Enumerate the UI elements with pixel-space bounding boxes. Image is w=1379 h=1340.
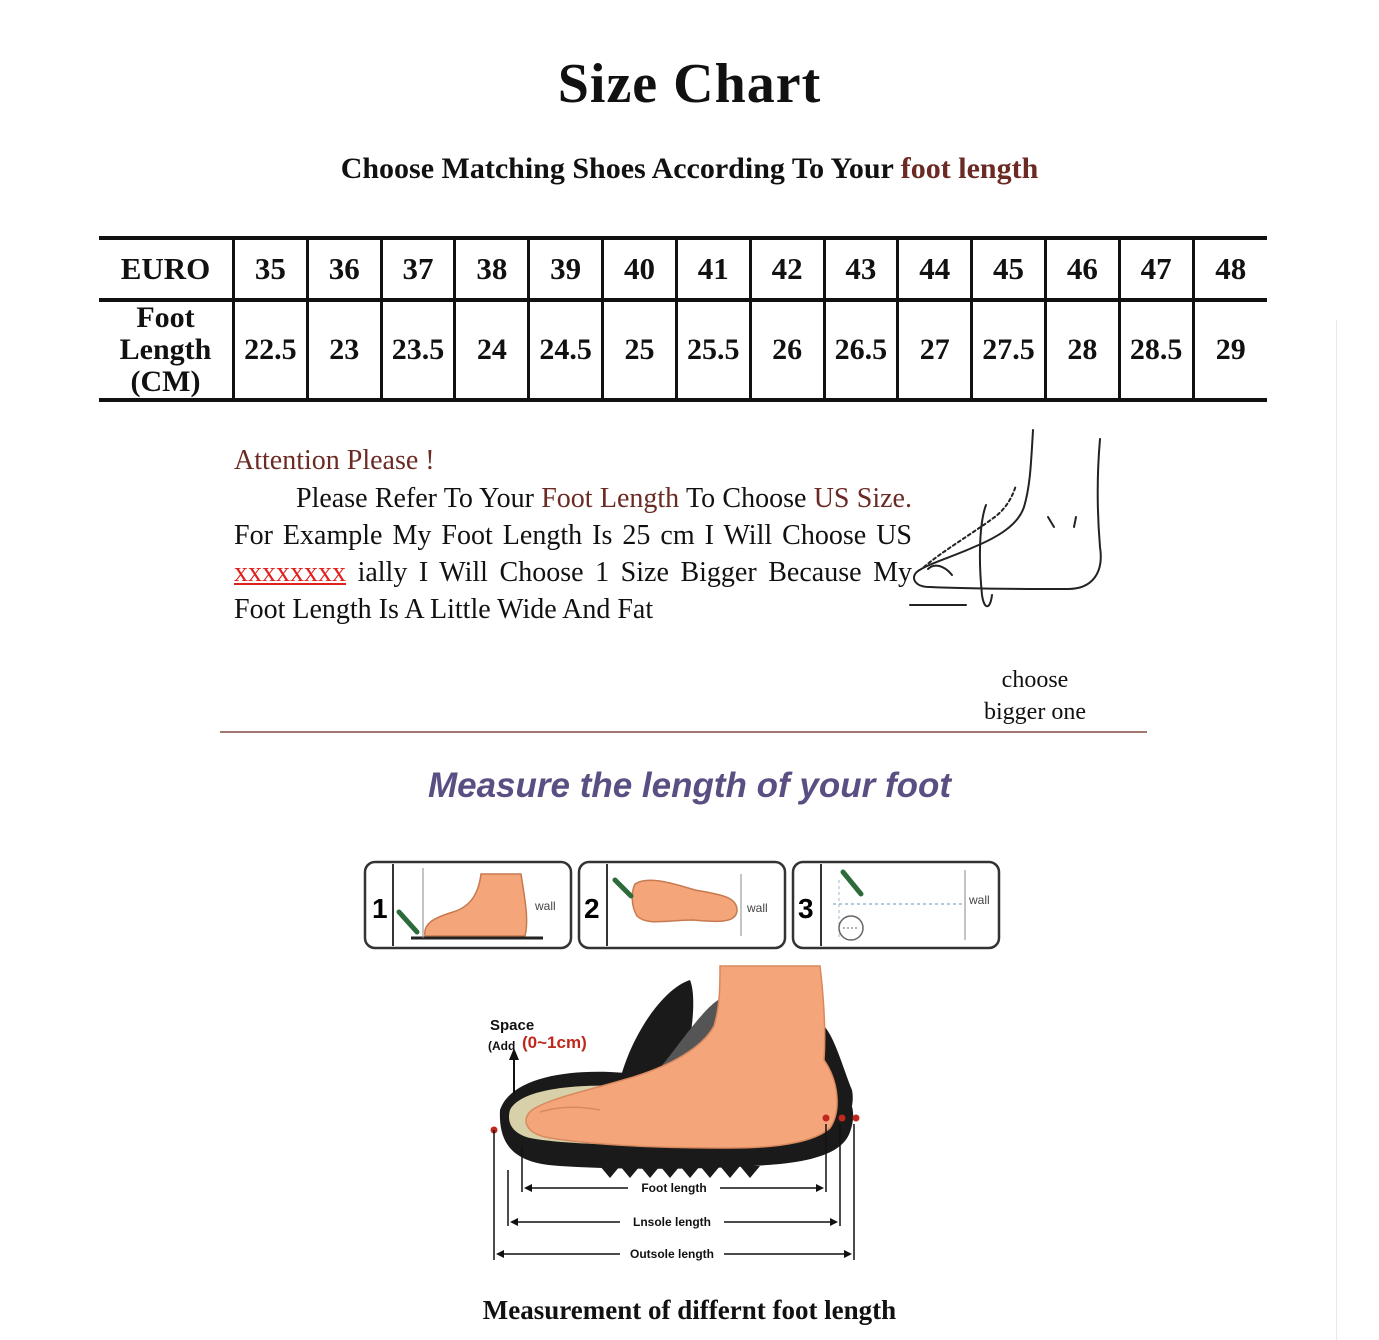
foot-length-cell: 27.5 xyxy=(972,300,1046,400)
measure-title: Measure the length of your foot xyxy=(427,766,952,805)
step-1-panel xyxy=(365,862,571,948)
size-table xyxy=(99,236,1267,402)
page-title: Size Chart xyxy=(557,53,822,115)
foot-length-cell: 23 xyxy=(307,300,381,400)
step-3-panel xyxy=(793,862,999,948)
foot-length-cell: 22.5 xyxy=(234,300,308,400)
euro-cell: 35 xyxy=(234,238,308,300)
foot-length-cell: 26 xyxy=(750,300,824,400)
foot-length-cell: 25 xyxy=(603,300,677,400)
notice-paragraph xyxy=(234,480,912,628)
wall-label: wall xyxy=(747,901,768,915)
step-number: 2 xyxy=(584,893,600,924)
step-number: 3 xyxy=(798,893,814,924)
euro-cell: 44 xyxy=(898,238,972,300)
euro-cell: 41 xyxy=(676,238,750,300)
insole-length-label: Lnsole length xyxy=(633,1215,711,1229)
euro-cell: 39 xyxy=(529,238,603,300)
notice-redacted-size: xxxxxxxx xyxy=(234,557,346,588)
notice-text: Please Refer To Your xyxy=(296,483,542,514)
edge-line xyxy=(1336,320,1337,1340)
foot-length-row xyxy=(99,300,1267,400)
choose-note xyxy=(960,664,1110,728)
foot-length-header-line: (CM) xyxy=(130,365,201,398)
choose-note-line: choose xyxy=(1001,667,1069,693)
foot-length-cell: 25.5 xyxy=(676,300,750,400)
notice-text: To Choose xyxy=(679,483,814,514)
measurement-steps xyxy=(363,860,1003,954)
notice-text: For Example My Foot Length Is 25 cm I Will Choose US xyxy=(234,520,912,551)
euro-cell: 37 xyxy=(381,238,455,300)
attention-heading: Attention Please ! xyxy=(234,445,435,476)
foot-length-cell: 28.5 xyxy=(1119,300,1193,400)
foot-length-cell: 24.5 xyxy=(529,300,603,400)
foot-length-cell: 24 xyxy=(455,300,529,400)
foot-sketch-icon xyxy=(900,425,1120,615)
choose-note-line: bigger one xyxy=(984,699,1086,725)
foot-length-header-line: Length xyxy=(119,333,212,366)
euro-cell: 47 xyxy=(1119,238,1193,300)
outsole-length-label: Outsole length xyxy=(630,1247,714,1261)
diagram-caption: Measurement of differnt foot length xyxy=(482,1295,897,1325)
space-add-prefix: (Add xyxy=(488,1039,516,1053)
section-divider xyxy=(220,731,1147,733)
euro-cell: 36 xyxy=(307,238,381,300)
foot-length-cell: 27 xyxy=(898,300,972,400)
foot-length-cell: 23.5 xyxy=(381,300,455,400)
euro-cell: 42 xyxy=(750,238,824,300)
foot-length-header-line: Foot xyxy=(136,301,195,334)
notice-highlight-foot-length: Foot Length xyxy=(541,483,680,514)
notice-highlight-us-size: US Size. xyxy=(813,483,912,514)
foot-length-header xyxy=(99,300,234,400)
foot-length-label: Foot length xyxy=(641,1181,707,1195)
wall-label: wall xyxy=(535,899,556,913)
shoe-measurement-diagram xyxy=(480,960,900,1280)
euro-cell: 45 xyxy=(972,238,1046,300)
foot-length-cell: 29 xyxy=(1193,300,1267,400)
euro-cell: 48 xyxy=(1193,238,1267,300)
euro-cell: 43 xyxy=(824,238,898,300)
step-number: 1 xyxy=(372,893,388,924)
notice-text: ially I Will Choose 1 Size Bigger Because My Foot Length Is A Little Wide And Fat xyxy=(234,557,912,625)
space-label: Space xyxy=(490,1017,535,1034)
step-2-panel xyxy=(579,862,785,948)
subtitle-prefix: Choose Matching Shoes According To Your xyxy=(340,152,901,185)
euro-cell: 38 xyxy=(455,238,529,300)
euro-cell: 40 xyxy=(603,238,677,300)
space-add-value: (0~1cm) xyxy=(522,1033,587,1052)
subtitle-highlight: foot length xyxy=(900,152,1039,185)
euro-cell: 46 xyxy=(1045,238,1119,300)
subtitle xyxy=(0,152,1379,186)
euro-header: EURO xyxy=(99,238,234,300)
foot-length-cell: 28 xyxy=(1045,300,1119,400)
euro-row xyxy=(99,238,1267,300)
foot-length-cell: 26.5 xyxy=(824,300,898,400)
wall-label: wall xyxy=(969,893,990,907)
